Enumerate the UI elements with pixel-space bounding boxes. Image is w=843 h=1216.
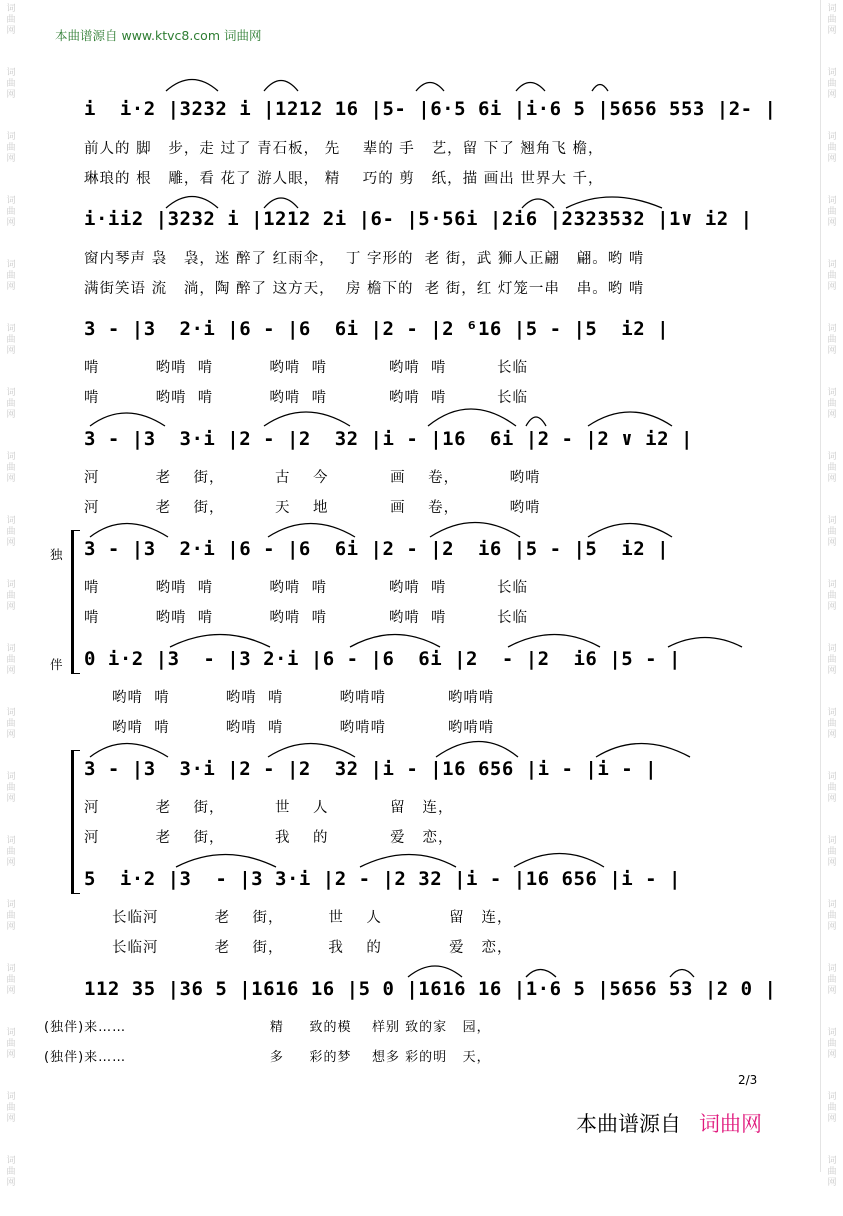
- footer-brand: 词曲网: [699, 1112, 762, 1136]
- lyric-line-9b: (独伴)来…… 多 彩的梦 想多 彩的明 天，: [44, 1050, 491, 1065]
- source-header: 本曲谱源自 www.ktvc8.com 词曲网: [55, 28, 262, 43]
- notation-line-4: 3 - |3 3·i |2 - |2 32 |i - |16 6i |2 - |2 ∨ i2 |: [84, 428, 693, 450]
- notation-line-1: i i·2 |3232 i |1212 16 |5- |6·5 6i |i·6 5 |5656 553 |2- |: [84, 98, 777, 120]
- lyric-line-4b: 河 老 街， 天 地 画 卷， 哟啃: [84, 500, 541, 516]
- lyric-line-8b: 长临河 老 街， 我 的 爱 恋，: [112, 940, 513, 956]
- solo-label: 独: [50, 547, 63, 562]
- lyric-line-5a: 啃 哟啃 啃 哟啃 啃 哟啃 啃 长临: [84, 580, 529, 596]
- lyric-line-6b: 哟啃 啃 哟啃 啃 哟啃啃 哟啃啃: [112, 720, 495, 736]
- lyric-line-1b: 琳琅的 根 雕，看 花了 游人眼， 精 巧的 剪 纸，描 画出 世界大 千，: [84, 171, 604, 187]
- notation-line-5-solo: 3 - |3 2·i |6 - |6 6i |2 - |2 i6 |5 - |5 i2 |: [84, 538, 670, 560]
- lyric-line-8a: 长临河 老 街， 世 人 留 连，: [112, 910, 513, 926]
- lyric-line-4a: 河 老 街， 古 今 画 卷， 哟啃: [84, 470, 541, 486]
- notation-line-9: 112 35 |36 5 |1616 16 |5 0 |1616 16 |1·6 5 |5656 53 |2 0 |: [84, 978, 777, 1000]
- notation-line-7: 3 - |3 3·i |2 - |2 32 |i - |16 656 |i - |i - |: [84, 758, 658, 780]
- lyric-line-6a: 哟啃 啃 哟啃 啃 哟啃啃 哟啃啃: [112, 690, 495, 706]
- right-watermark-column: 词 曲 网 词 曲 网 词 曲 网 词 曲 网 词 曲 网 词 曲 网 词 曲 网 词 曲 网 词 曲 网 词 曲 网 词 曲 网 词 曲 网 词 曲 网 词 曲 网 词 曲 网 词 曲 网 词 曲 网 词 曲 网 词 曲 网: [820, 0, 843, 1172]
- notation-line-3: 3 - |3 2·i |6 - |6 6i |2 - |2 ⁶16 |5 - |5 i2 |: [84, 318, 670, 340]
- lyric-line-3a: 啃 哟啃 啃 哟啃 啃 哟啃 啃 长临: [84, 360, 529, 376]
- lyric-line-5b: 啃 哟啃 啃 哟啃 啃 哟啃 啃 长临: [84, 610, 529, 626]
- notation-line-6-accompaniment: 0 i·2 |3 - |3 2·i |6 - |6 6i |2 - |2 i6 |5 - |: [84, 648, 681, 670]
- lyric-line-1a: 前人的 脚 步，走 过了 青石板， 先 辈的 手 艺，留 下了 翘角飞 檐，: [84, 141, 604, 157]
- system-brace-upper: [71, 530, 80, 674]
- accompaniment-label: 伴: [50, 657, 63, 672]
- lyric-line-9a: (独伴)来…… 精 致的模 样别 致的家 园，: [44, 1020, 491, 1035]
- left-watermark-column: 词 曲 网 词 曲 网 词 曲 网 词 曲 网 词 曲 网 词 曲 网 词 曲 网 词 曲 网 词 曲 网 词 曲 网 词 曲 网 词 曲 网 词 曲 网 词 曲 网 词 曲 网 词 曲 网 词 曲 网 词 曲 网 词 曲 网: [6, 4, 16, 1188]
- lyric-line-2a: 窗内琴声 袅 袅，迷 醉了 红雨伞， 丁 字形的 老 街，武 狮人正翩 翩。哟 啃: [84, 251, 645, 267]
- source-footer: [576, 1108, 762, 1138]
- notation-line-8: 5 i·2 |3 - |3 3·i |2 - |2 32 |i - |16 656 |i - |: [84, 868, 681, 890]
- lyric-line-2b: 满街笑语 流 淌，陶 醉了 这方天， 房 檐下的 老 街，红 灯笼一串 串。哟 啃: [84, 281, 645, 297]
- lyric-line-3b: 啃 哟啃 啃 哟啃 啃 哟啃 啃 长临: [84, 390, 529, 406]
- lyric-line-7b: 河 老 街， 我 的 爱 恋，: [84, 830, 454, 846]
- page-number: 2/3: [738, 1073, 758, 1087]
- system-brace-lower: [71, 750, 80, 894]
- footer-source-text: 本曲谱源自: [576, 1112, 681, 1136]
- notation-line-2: i·ii2 |3232 i |1212 2i |6- |5·56i |2i6 |2323532 |1∨ i2 |: [84, 208, 753, 230]
- lyric-line-7a: 河 老 街， 世 人 留 连，: [84, 800, 454, 816]
